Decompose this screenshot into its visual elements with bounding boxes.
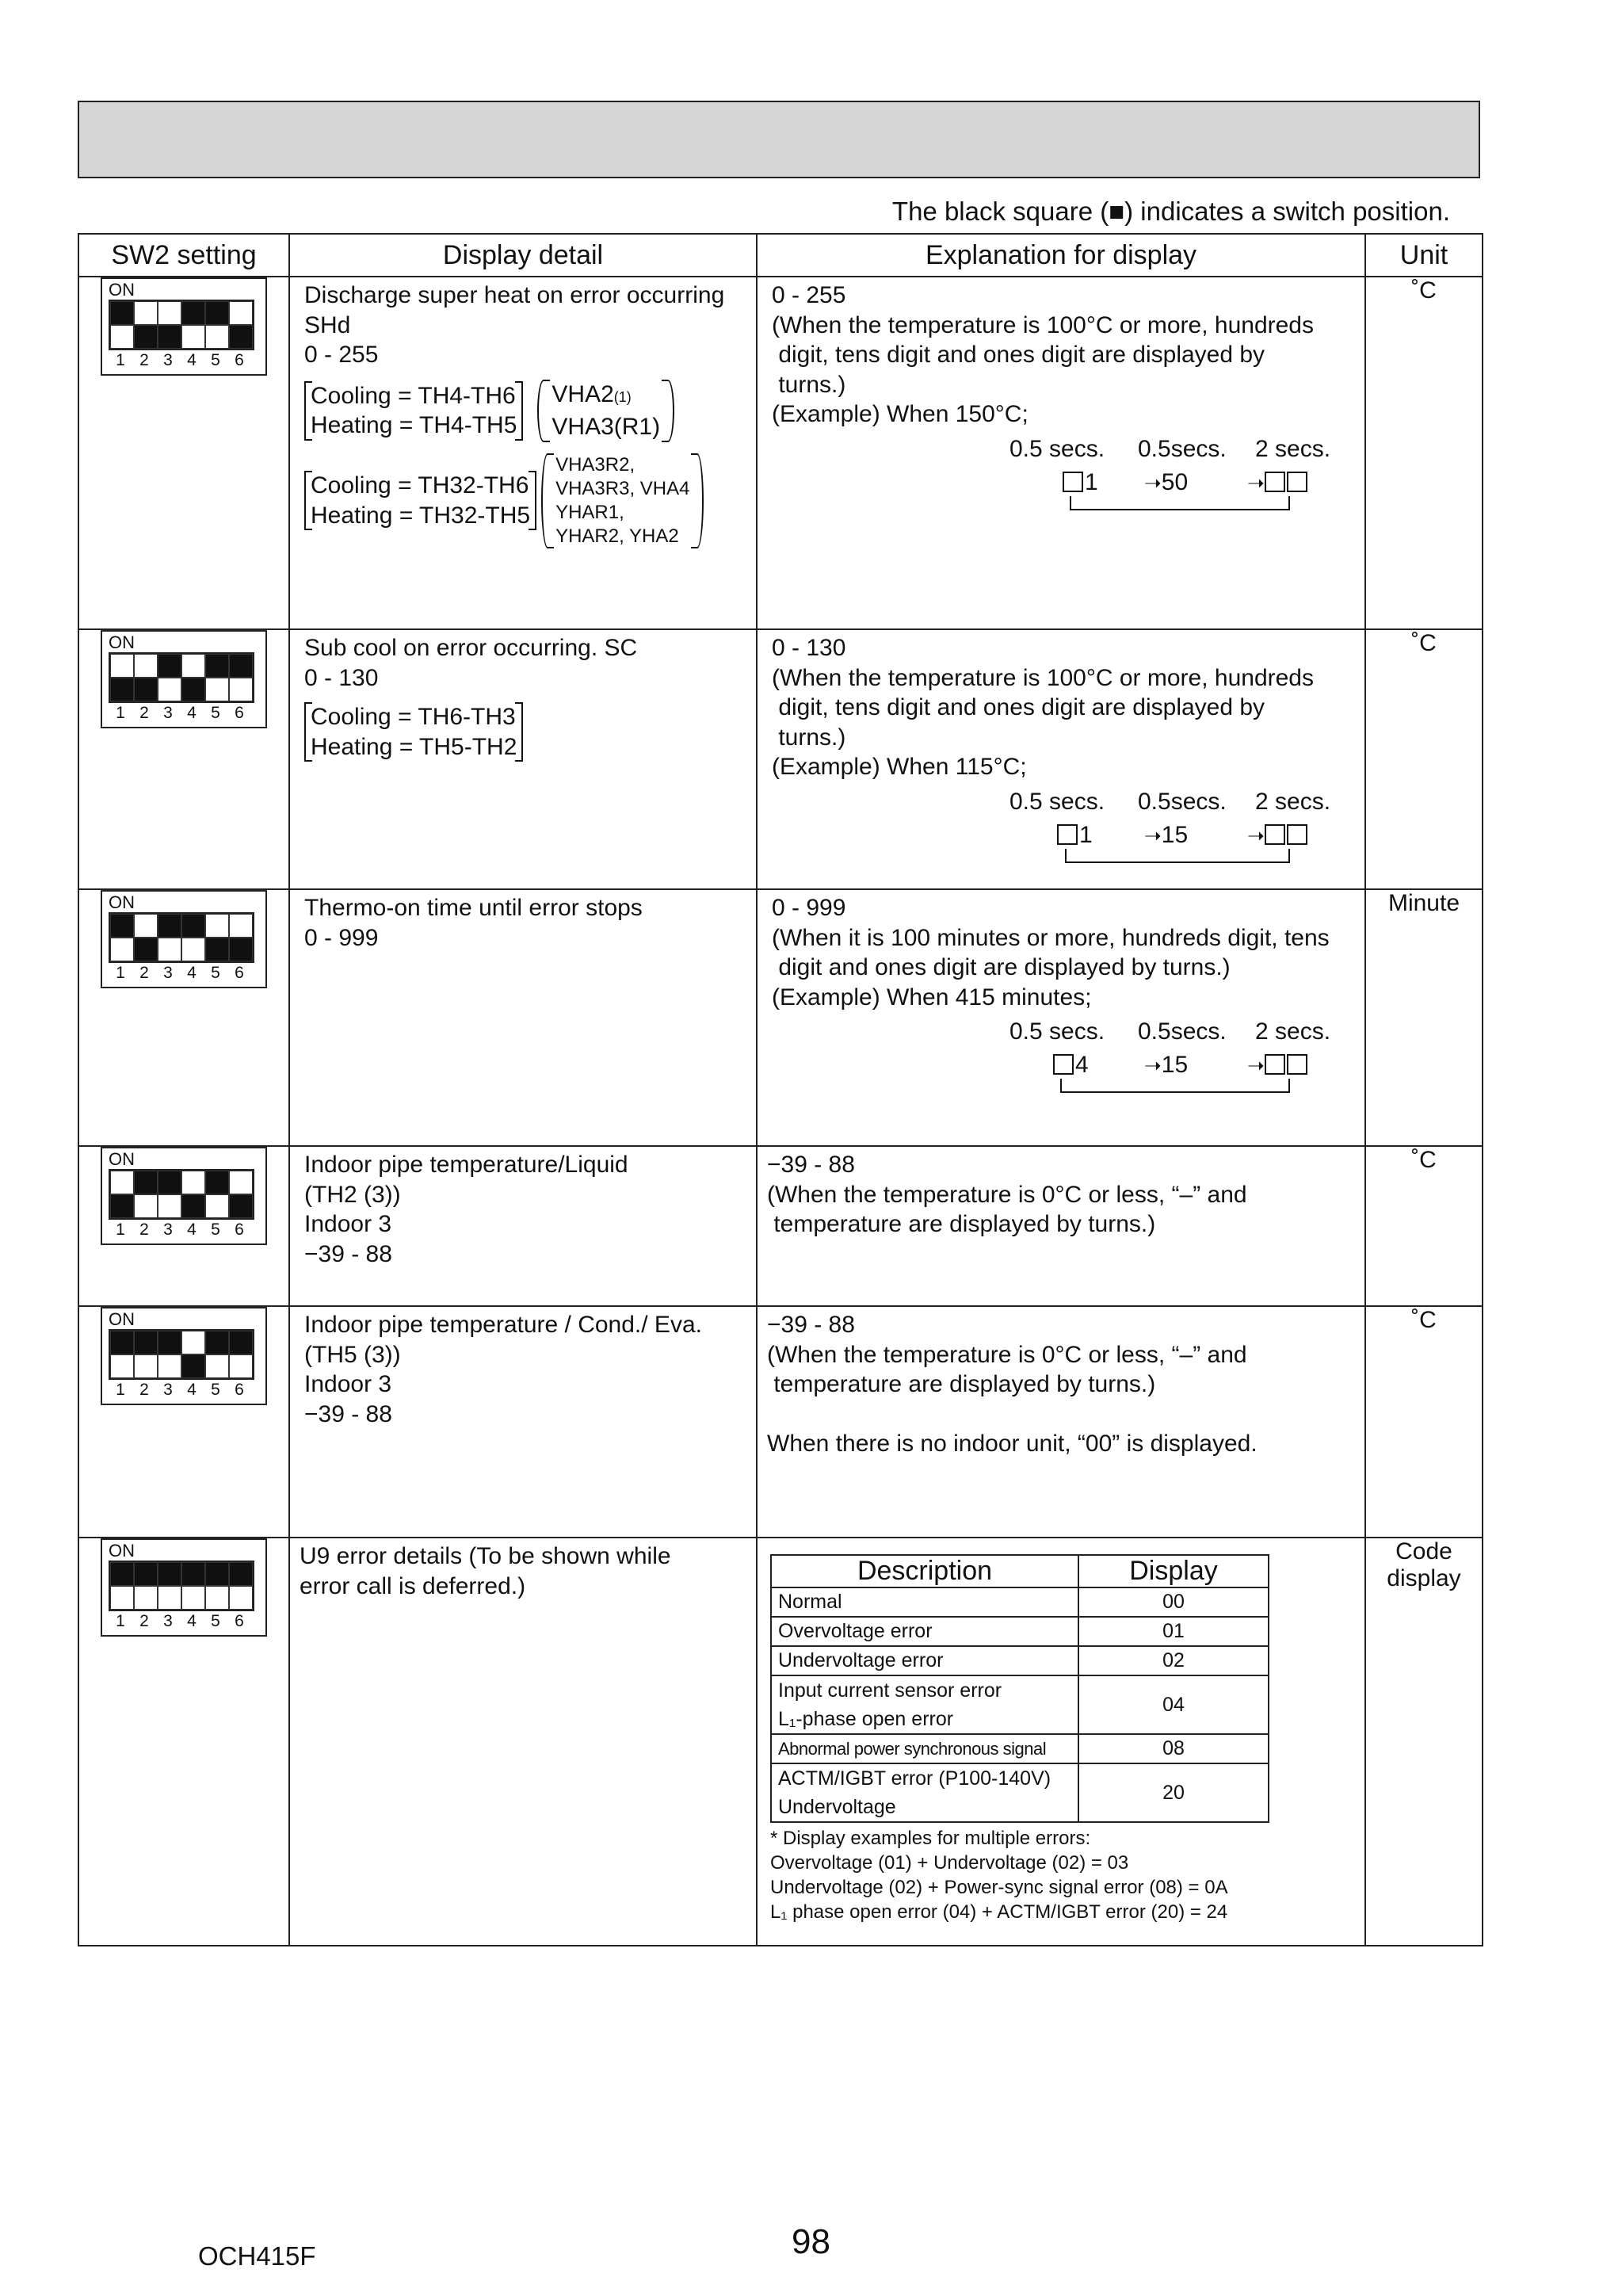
- page-number: 98: [792, 2222, 830, 2261]
- doc-code: OCH415F: [198, 2241, 316, 2271]
- model-label: VHA3(R1): [551, 414, 661, 440]
- error-description: ACTM/IGBT error (P100-140V) Undervoltage: [771, 1763, 1078, 1822]
- switch-square: [181, 1331, 205, 1354]
- formula-line: Heating = TH32-TH5: [311, 502, 531, 529]
- switch-number: 6: [235, 351, 244, 369]
- explanation-line: 0 - 255: [772, 282, 846, 308]
- switch-square: [110, 301, 134, 325]
- explanation-line: 0 - 130: [772, 635, 846, 661]
- inner-header-description: Description: [771, 1555, 1078, 1587]
- time-label: 0.5secs.: [1138, 1018, 1227, 1045]
- explanation-line: When there is no indoor unit, “00” is displayed.: [767, 1431, 1258, 1457]
- switch-number: 1: [116, 351, 125, 369]
- detail-line: Discharge super heat on error occurring: [304, 282, 725, 308]
- table-row: [771, 1763, 1269, 1822]
- switch-square: [110, 1586, 134, 1610]
- switch-number: 3: [163, 964, 173, 982]
- switch-square: [181, 938, 205, 961]
- switch-square: [205, 938, 229, 961]
- error-description: Input current sensor error L₁-phase open error: [771, 1675, 1078, 1734]
- time-label: 0.5secs.: [1138, 788, 1227, 815]
- col-header-explanation: Explanation for display: [757, 234, 1365, 277]
- time-label: 0.5 secs.: [1009, 435, 1105, 462]
- switch-square: [205, 1586, 229, 1610]
- unit-cell: ˚C: [1365, 1146, 1483, 1306]
- explanation-line: digit, tens digit and ones digit are displayed by: [772, 342, 1265, 368]
- switch-square: [181, 1171, 205, 1194]
- arrow-right-icon: ➝: [1247, 470, 1265, 495]
- sw-cell: [78, 629, 289, 889]
- table-row: [771, 1734, 1269, 1763]
- dip-switch: [101, 890, 267, 988]
- switch-square: [181, 654, 205, 678]
- switch-number: 4: [187, 1381, 197, 1399]
- explanation-cell: [757, 277, 1365, 629]
- error-code: 20: [1078, 1763, 1269, 1822]
- formula-line: Cooling = TH4-TH6: [311, 382, 516, 409]
- switch-square: [205, 1354, 229, 1378]
- explanation-line: (When it is 100 minutes or more, hundreds digit, tens: [772, 924, 1330, 951]
- switch-number: 2: [139, 964, 149, 982]
- switch-square: [134, 1562, 158, 1586]
- switch-square: [110, 678, 134, 701]
- note-line: Overvoltage (01) + Undervoltage (02) = 03: [770, 1852, 1129, 1874]
- bracket-group: [304, 702, 523, 762]
- switch-number: 1: [116, 1221, 125, 1239]
- detail-line: −39 - 88: [304, 1400, 392, 1427]
- unit-cell: Code display: [1365, 1538, 1483, 1946]
- arrow-right-icon: ➝: [1247, 1053, 1265, 1077]
- explanation-line: turns.): [772, 371, 846, 398]
- loop-back-arrow: [1070, 496, 1290, 510]
- blank-digit-icon: [1265, 1054, 1285, 1075]
- switch-number: 1: [116, 1381, 125, 1399]
- detail-line: (TH2 (3)): [304, 1181, 401, 1208]
- switch-square: [110, 1171, 134, 1194]
- switch-number: 5: [211, 351, 220, 369]
- switch-square: [110, 914, 134, 938]
- detail-line: (TH5 (3)): [304, 1341, 401, 1368]
- time-label: 0.5secs.: [1138, 435, 1227, 462]
- explanation-line: temperature are displayed by turns.): [767, 1211, 1156, 1237]
- unit-cell: Minute: [1365, 889, 1483, 1146]
- switch-square: [205, 678, 229, 701]
- model-label: VHA3R2,: [555, 453, 635, 476]
- switch-square: [134, 1586, 158, 1610]
- blank-digit-icon: [1287, 824, 1307, 845]
- switch-square: [110, 1354, 134, 1378]
- detail-line: 0 - 130: [304, 664, 379, 691]
- switch-number: 3: [163, 351, 173, 369]
- model-sub: (1): [613, 388, 632, 405]
- switch-number: 5: [211, 1612, 220, 1630]
- switch-square: [229, 1171, 253, 1194]
- table-row: [771, 1587, 1269, 1617]
- switch-square: [229, 678, 253, 701]
- detail-line: Indoor pipe temperature/Liquid: [304, 1152, 628, 1178]
- switch-square: [205, 301, 229, 325]
- explanation-line: 0 - 999: [772, 895, 846, 921]
- unit-cell: ˚C: [1365, 629, 1483, 889]
- switch-number: 6: [235, 704, 244, 722]
- explanation-cell: [757, 629, 1365, 889]
- detail-line: Indoor pipe temperature / Cond./ Eva.: [304, 1312, 702, 1338]
- switch-square: [229, 654, 253, 678]
- col-header-detail: Display detail: [289, 234, 757, 277]
- error-code: 01: [1078, 1617, 1269, 1646]
- arrow-right-icon: ➝: [1144, 823, 1162, 847]
- sw-cell: [78, 1306, 289, 1538]
- paren-group: [541, 453, 704, 548]
- detail-line: U9 error details (To be shown while: [300, 1543, 671, 1569]
- sw-cell: [78, 1146, 289, 1306]
- loop-back-arrow: [1065, 849, 1290, 863]
- detail-cell: [289, 629, 757, 889]
- switch-square: [158, 301, 181, 325]
- seq-item: ➝50: [1144, 468, 1189, 495]
- switch-square: [134, 1331, 158, 1354]
- switch-grid: [109, 1169, 254, 1220]
- switch-square: [181, 678, 205, 701]
- model-label: VHA2: [551, 380, 614, 407]
- switch-grid: [109, 652, 254, 703]
- formula-line: Cooling = TH32-TH6: [311, 472, 529, 499]
- switch-square: [229, 1586, 253, 1610]
- explanation-line: (Example) When 415 minutes;: [772, 984, 1092, 1010]
- switch-number: 4: [187, 704, 197, 722]
- switch-square: [134, 325, 158, 349]
- switch-legend: The black square (■) indicates a switch position.: [891, 197, 1450, 226]
- explanation-line: (When the temperature is 0°C or less, “–” and: [767, 1181, 1247, 1208]
- switch-square: [181, 325, 205, 349]
- switch-square: [229, 1354, 253, 1378]
- formula-line: Heating = TH5-TH2: [311, 733, 517, 760]
- switch-square: [229, 301, 253, 325]
- bracket-group: [304, 471, 536, 530]
- switch-number: 5: [211, 1381, 220, 1399]
- switch-square: [134, 301, 158, 325]
- switch-number: 4: [187, 1612, 197, 1630]
- switch-square: [205, 654, 229, 678]
- arrow-right-icon: ➝: [1247, 823, 1265, 847]
- switch-square: [181, 1354, 205, 1378]
- switch-square: [205, 1562, 229, 1586]
- explanation-cell: [757, 889, 1365, 1146]
- switch-square: [158, 1194, 181, 1218]
- detail-line: error call is deferred.): [300, 1572, 526, 1599]
- detail-line: Indoor 3: [304, 1371, 392, 1397]
- detail-line: 0 - 999: [304, 924, 379, 951]
- blank-digit-icon: [1287, 472, 1307, 492]
- switch-number: 1: [116, 1612, 125, 1630]
- switch-square: [181, 914, 205, 938]
- time-label: 2 secs.: [1255, 1018, 1331, 1045]
- blank-digit-icon: [1265, 824, 1285, 845]
- switch-square: [181, 1562, 205, 1586]
- switch-square: [110, 654, 134, 678]
- switch-number: 3: [163, 1612, 173, 1630]
- arrow-right-icon: ➝: [1144, 1053, 1162, 1077]
- switch-square: [205, 914, 229, 938]
- explanation-line: (Example) When 150°C;: [772, 401, 1029, 427]
- unit-cell: ˚C: [1365, 1306, 1483, 1538]
- switch-number: 5: [211, 704, 220, 722]
- dip-switch: [101, 1538, 267, 1637]
- table-row: [78, 1146, 1483, 1306]
- switch-number: 4: [187, 1221, 197, 1239]
- switch-square: [205, 325, 229, 349]
- on-label: ON: [109, 892, 135, 912]
- switch-number: 2: [139, 1381, 149, 1399]
- table-row: [78, 277, 1483, 629]
- switch-square: [134, 678, 158, 701]
- error-code: 08: [1078, 1734, 1269, 1763]
- switch-numbers: [109, 963, 254, 984]
- error-code: 00: [1078, 1587, 1269, 1617]
- detail-line: −39 - 88: [304, 1240, 392, 1267]
- switch-number: 1: [116, 704, 125, 722]
- loop-back-arrow: [1060, 1079, 1290, 1093]
- formula-line: Heating = TH4-TH5: [311, 412, 517, 438]
- formula-line: Cooling = TH6-TH3: [311, 704, 516, 730]
- error-description: Undervoltage error: [771, 1646, 1078, 1675]
- seq-item: ➝15: [1144, 1052, 1189, 1078]
- switch-numbers: [109, 1220, 254, 1240]
- detail-line: Thermo-on time until error stops: [304, 895, 643, 921]
- table-row: [78, 1306, 1483, 1538]
- switch-square: [229, 938, 253, 961]
- switch-numbers: [109, 703, 254, 724]
- arrow-right-icon: ➝: [1144, 470, 1162, 495]
- blank-digit-icon: [1287, 1054, 1307, 1075]
- explanation-cell: [757, 1306, 1365, 1538]
- switch-grid: [109, 912, 254, 963]
- switch-number: 6: [235, 1221, 244, 1239]
- switch-grid: [109, 1329, 254, 1380]
- detail-line: 0 - 255: [304, 342, 379, 368]
- switch-grid: [109, 300, 254, 350]
- detail-cell: [289, 1306, 757, 1538]
- switch-number: 1: [116, 964, 125, 982]
- blank-digit-icon: [1265, 472, 1285, 492]
- switch-number: 3: [163, 704, 173, 722]
- seq-item: 1: [1063, 468, 1098, 498]
- time-label: 2 secs.: [1255, 435, 1331, 462]
- error-code: 02: [1078, 1646, 1269, 1675]
- switch-square: [181, 301, 205, 325]
- on-label: ON: [109, 1541, 135, 1561]
- dip-switch: [101, 1147, 267, 1245]
- col-header-unit: Unit: [1365, 234, 1483, 277]
- explanation-line: (When the temperature is 100°C or more, hundreds: [772, 664, 1314, 691]
- seq-item: [1247, 468, 1309, 499]
- switch-square: [158, 914, 181, 938]
- switch-number: 4: [187, 964, 197, 982]
- switch-square: [110, 1562, 134, 1586]
- time-label: 0.5 secs.: [1009, 1018, 1105, 1045]
- on-label: ON: [109, 1309, 135, 1329]
- switch-square: [110, 1331, 134, 1354]
- error-description: Abnormal power synchronous signal: [771, 1734, 1078, 1763]
- time-label: 2 secs.: [1255, 788, 1331, 815]
- explanation-line: −39 - 88: [767, 1312, 855, 1338]
- explanation-cell: [757, 1538, 1365, 1946]
- switch-number: 6: [235, 1381, 244, 1399]
- header-bar: [78, 101, 1480, 178]
- sw-cell: [78, 277, 289, 629]
- switch-square: [134, 1354, 158, 1378]
- switch-square: [229, 1194, 253, 1218]
- model-label: YHAR2, YHA2: [555, 525, 679, 547]
- switch-square: [110, 938, 134, 961]
- detail-cell: [289, 889, 757, 1146]
- detail-cell: [289, 1538, 757, 1946]
- seq-item: [1247, 820, 1309, 851]
- explanation-cell: [757, 1146, 1365, 1306]
- on-label: ON: [109, 1149, 135, 1169]
- bracket-group: [304, 381, 523, 441]
- detail-cell: [289, 1146, 757, 1306]
- error-description: Normal: [771, 1587, 1078, 1617]
- switch-square: [158, 1562, 181, 1586]
- switch-square: [229, 1331, 253, 1354]
- switch-number: 2: [139, 1221, 149, 1239]
- model-label: YHAR1,: [555, 501, 624, 523]
- switch-square: [110, 1194, 134, 1218]
- switch-square: [229, 914, 253, 938]
- seq-item: ➝15: [1144, 821, 1189, 848]
- switch-square: [134, 914, 158, 938]
- switch-square: [134, 938, 158, 961]
- switch-square: [158, 325, 181, 349]
- note-line: L₁ phase open error (04) + ACTM/IGBT error (20) = 24: [770, 1901, 1228, 1923]
- table-row: [78, 889, 1483, 1146]
- time-label: 0.5 secs.: [1009, 788, 1105, 815]
- dip-switch: [101, 1307, 267, 1405]
- switch-numbers: [109, 1380, 254, 1400]
- seq-item: [1247, 1050, 1309, 1081]
- switch-square: [158, 1331, 181, 1354]
- switch-square: [110, 325, 134, 349]
- switch-square: [134, 1194, 158, 1218]
- multiple-error-notes: [770, 1826, 1360, 1924]
- note-line: * Display examples for multiple errors:: [770, 1828, 1091, 1849]
- on-label: ON: [109, 632, 135, 652]
- u9-error-table: [770, 1554, 1269, 1823]
- explanation-line: (When the temperature is 100°C or more, hundreds: [772, 311, 1314, 338]
- switch-square: [158, 654, 181, 678]
- switch-square: [134, 654, 158, 678]
- switch-number: 2: [139, 704, 149, 722]
- switch-square: [158, 678, 181, 701]
- switch-square: [181, 1586, 205, 1610]
- detail-line: SHd: [304, 311, 351, 338]
- explanation-line: temperature are displayed by turns.): [767, 1371, 1156, 1397]
- explanation-line: (Example) When 115°C;: [772, 754, 1027, 780]
- error-description: Overvoltage error: [771, 1617, 1078, 1646]
- switch-number: 3: [163, 1221, 173, 1239]
- explanation-line: −39 - 88: [767, 1152, 855, 1178]
- switch-number: 5: [211, 964, 220, 982]
- switch-square: [229, 1562, 253, 1586]
- dip-switch: [101, 630, 267, 728]
- switch-number: 3: [163, 1381, 173, 1399]
- switch-square: [158, 1586, 181, 1610]
- switch-number: 6: [235, 964, 244, 982]
- table-row: [771, 1646, 1269, 1675]
- switch-grid: [109, 1561, 254, 1611]
- explanation-line: turns.): [772, 724, 846, 751]
- switch-square: [158, 1354, 181, 1378]
- col-header-sw2: SW2 setting: [78, 234, 289, 277]
- switch-square: [181, 1194, 205, 1218]
- detail-line: Sub cool on error occurring. SC: [304, 635, 638, 661]
- switch-square: [205, 1331, 229, 1354]
- sw-cell: [78, 889, 289, 1146]
- note-line: Undervoltage (02) + Power-sync signal error (08) = 0A: [770, 1877, 1228, 1898]
- switch-number: 4: [187, 351, 197, 369]
- blank-digit-icon: [1063, 472, 1083, 492]
- sw2-setting-table: [78, 233, 1483, 1946]
- explanation-line: digit and ones digit are displayed by turns.): [772, 954, 1231, 980]
- detail-line: Indoor 3: [304, 1211, 392, 1237]
- explanation-line: (When the temperature is 0°C or less, “–” and: [767, 1341, 1247, 1368]
- switch-square: [134, 1171, 158, 1194]
- switch-numbers: [109, 350, 254, 371]
- blank-digit-icon: [1057, 824, 1078, 845]
- switch-square: [158, 1171, 181, 1194]
- explanation-line: [767, 1400, 1361, 1430]
- detail-cell: [289, 277, 757, 629]
- error-code: 04: [1078, 1675, 1269, 1734]
- switch-number: 2: [139, 351, 149, 369]
- seq-item: 4: [1053, 1050, 1089, 1080]
- switch-number: 6: [235, 1612, 244, 1630]
- switch-square: [205, 1171, 229, 1194]
- switch-square: [158, 938, 181, 961]
- paren-group: [537, 380, 674, 442]
- blank-digit-icon: [1053, 1054, 1074, 1075]
- on-label: ON: [109, 280, 135, 300]
- table-row: [78, 629, 1483, 889]
- switch-number: 5: [211, 1221, 220, 1239]
- table-header-row: [78, 234, 1483, 277]
- switch-square: [205, 1194, 229, 1218]
- seq-item: 1: [1057, 820, 1093, 850]
- table-row: [771, 1675, 1269, 1734]
- unit-cell: ˚C: [1365, 277, 1483, 629]
- dip-switch: [101, 277, 267, 376]
- table-row: [78, 1538, 1483, 1946]
- model-label: VHA3R3, VHA4: [555, 477, 690, 499]
- sw-cell: [78, 1538, 289, 1946]
- switch-square: [229, 325, 253, 349]
- switch-number: 2: [139, 1612, 149, 1630]
- inner-header-display: Display: [1078, 1555, 1269, 1587]
- table-row: [771, 1617, 1269, 1646]
- explanation-line: digit, tens digit and ones digit are displayed by: [772, 694, 1265, 720]
- switch-numbers: [109, 1611, 254, 1632]
